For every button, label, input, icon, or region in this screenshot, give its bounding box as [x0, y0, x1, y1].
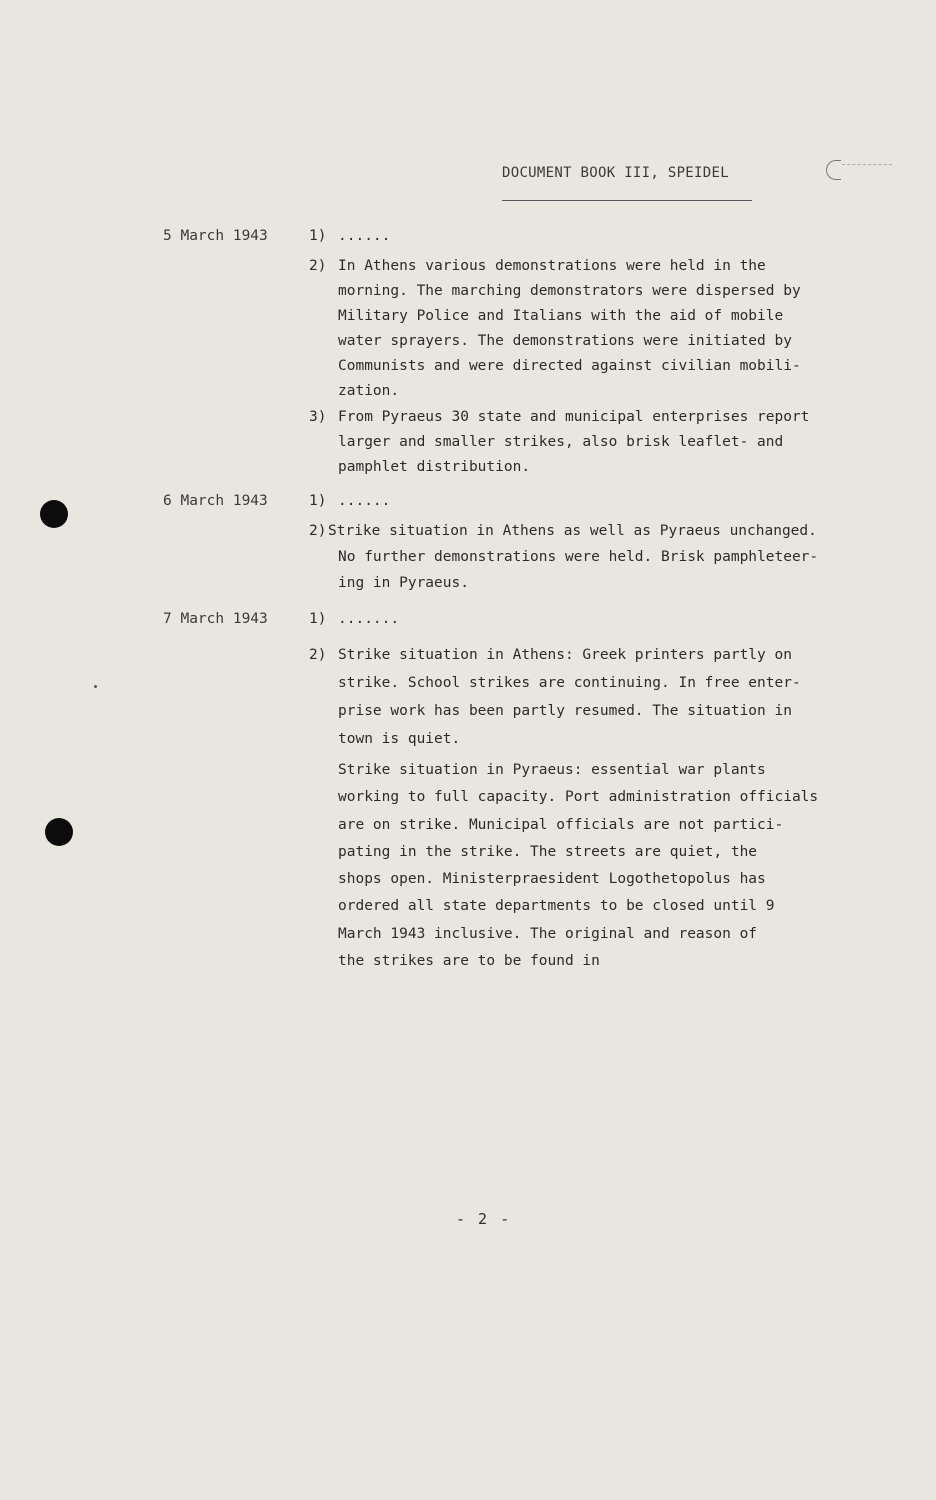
item-line: town is quiet. [338, 731, 461, 747]
item-line: are on strike. Municipal officials are not partici- [338, 816, 784, 833]
corner-bracket-mark [826, 160, 841, 180]
punch-hole-bottom [45, 818, 73, 846]
item-line: larger and smaller strikes, also brisk leaflet- and [338, 434, 784, 450]
item-line: From Pyraeus 30 state and municipal enterprises report [338, 409, 810, 425]
item-marker: 2) [309, 647, 327, 663]
item-line: morning. The marching demonstrators were dispersed by [338, 283, 801, 299]
page-number: - 2 - [456, 1210, 512, 1228]
entry-7-paragraph-pyraeus [309, 757, 818, 975]
item-marker: 2) [309, 523, 327, 539]
item-line: ....... [338, 611, 400, 627]
item-marker: 2) [309, 258, 327, 274]
entry-date-7-march: 7 March 1943 [163, 611, 268, 627]
entry-date-5-march: 5 March 1943 [163, 228, 268, 244]
item-line: shops open. Ministerpraesident Logothetopolus has [338, 871, 766, 888]
item-line: zation. [338, 383, 400, 399]
item-line: prise work has been partly resumed. The situation in [338, 703, 792, 719]
item-line: ...... [338, 493, 391, 509]
header-underline [502, 200, 752, 201]
item-marker: 1) [309, 611, 327, 627]
entry-7-item-1 [309, 611, 399, 627]
item-line: Strike situation in Athens: Greek printers partly on [338, 647, 792, 663]
entry-5-item-1 [309, 228, 390, 244]
entry-5-item-2 [309, 254, 801, 404]
item-line: strike. School strikes are continuing. In free enter- [338, 675, 801, 691]
item-marker: 1) [309, 493, 327, 509]
item-line: In Athens various demonstrations were held in the [338, 258, 766, 274]
corner-dash-mark [842, 164, 892, 165]
item-line: No further demonstrations were held. Brisk pamphleteer- [338, 549, 819, 565]
entry-5-item-3 [309, 405, 809, 480]
item-line: March 1943 inclusive. The original and reason of [338, 925, 758, 942]
item-line: Strike situation in Pyraeus: essential war plants [338, 762, 766, 778]
item-marker: 1) [309, 228, 327, 244]
punch-hole-top [40, 500, 68, 528]
item-line: pamphlet distribution. [338, 459, 531, 475]
item-line: working to full capacity. Port administration officials [338, 789, 819, 806]
item-line: Military Police and Italians with the aid of mobile [338, 308, 784, 324]
entry-6-item-2 [309, 518, 818, 596]
item-line: ...... [338, 228, 391, 244]
item-line: Communists and were directed against civilian mobili- [338, 358, 801, 374]
item-line: the strikes are to be found in [338, 953, 600, 970]
entry-6-item-1 [309, 493, 390, 509]
entry-7-item-2 [309, 641, 801, 753]
item-line: water sprayers. The demonstrations were initiated by [338, 333, 792, 349]
item-marker: 3) [309, 409, 327, 425]
item-line: ing in Pyraeus. [338, 575, 469, 591]
document-header: DOCUMENT BOOK III, SPEIDEL [502, 165, 729, 181]
entry-date-6-march: 6 March 1943 [163, 493, 268, 509]
item-line: Strike situation in Athens as well as Pyraeus unchanged. [328, 523, 817, 539]
item-line: ordered all state departments to be closed until 9 [338, 898, 775, 915]
item-line: pating in the strike. The streets are quiet, the [338, 843, 758, 860]
paper-speck [94, 685, 97, 688]
